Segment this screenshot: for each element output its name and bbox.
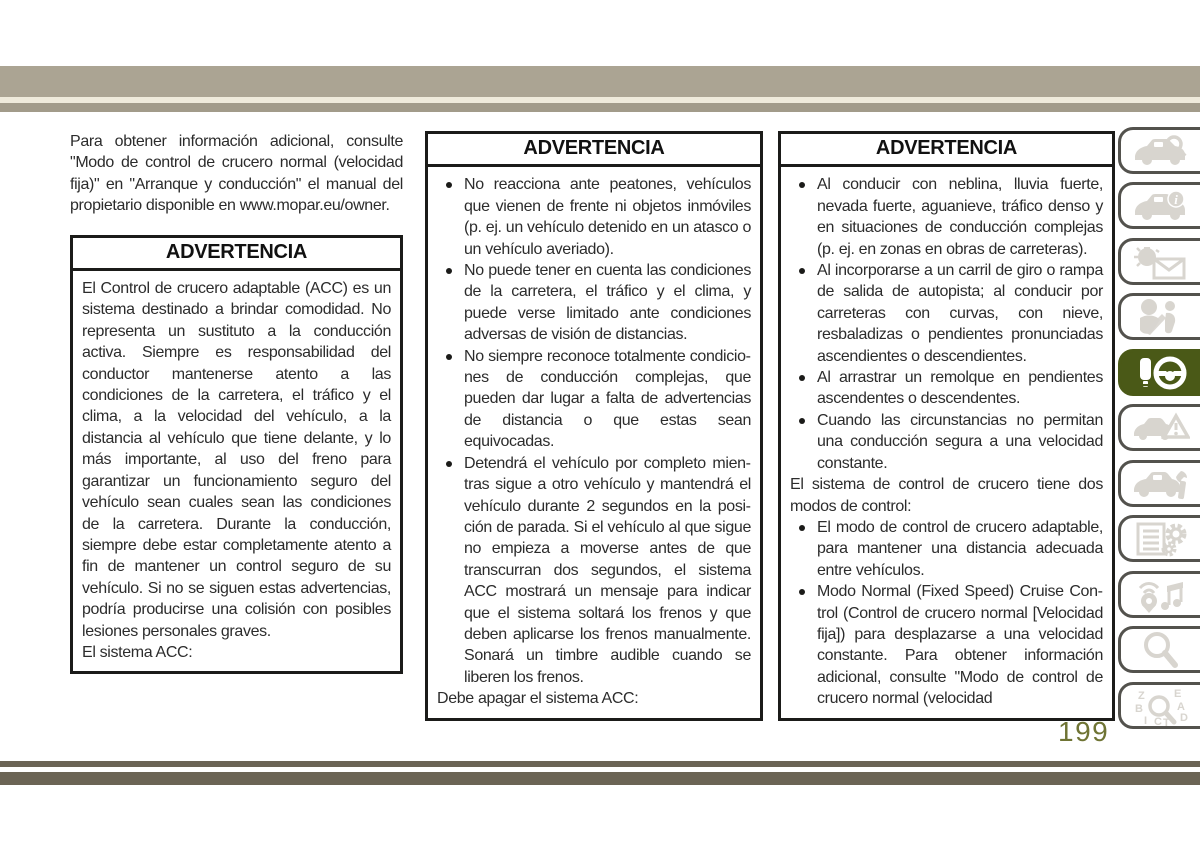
pin-music-icon [1132, 576, 1190, 614]
sidebar-tab-starting-operating[interactable] [1118, 349, 1200, 396]
warning-title: ADVERTENCIA [73, 238, 400, 271]
column-middle [425, 131, 763, 721]
bullet-item: No puede tener en cuenta las condiciones de la carretera, el tráfico y el clima, y puede verse limitado ante condiciones adversas de visión de distancias. [437, 260, 751, 346]
warning-title: ADVERTENCIA [781, 134, 1112, 167]
bullet-item: No reacciona ante peatones, vehículos que vienen de frente ni objetos inmóviles (p. ej. un vehículo detenido en un atasco o un vehículo averiado). [437, 174, 751, 260]
bullet-item: Al incorporarse a un carril de giro o rampa de salida de autopista; al conducir por carreteras con curvas, con nieve, resbaladizas o pendientes pronunciadas ascendientes o descendientes. [790, 260, 1103, 367]
svg-text:i: i [1174, 191, 1178, 207]
bullet-item: Cuando las circunstancias no permitan una conducción segura a una velocidad constante. [790, 410, 1103, 474]
bullet-item: Al arrastrar un remolque en pendientes ascendentes o descendentes. [790, 367, 1103, 410]
sidebar-tab-technical-data[interactable] [1118, 515, 1200, 562]
sidebar-tab-maintenance[interactable] [1118, 460, 1200, 507]
bullet-item: Detendrá el vehículo por completo mientras sigue a otro vehículo y mantendrá el vehículo durante 2 segundos en la posición de parada. Si el vehículo al que sigue no empieza a moverse antes de que transcurran dos segundos, el sistema ACC mostrará un mensaje para indicar que el sistema soltará los frenos y que deben aplicarse los frenos manualmente. Sonará un timbre audible cuando se liberen los frenos. [437, 453, 751, 688]
svg-text:E: E [1174, 687, 1182, 700]
occupant-seatbelt-icon [1132, 298, 1190, 336]
sidebar-tab-emergency[interactable] [1118, 404, 1200, 451]
bullet-item: Al conducir con neblina, lluvia fuerte, nevada fuerte, aguanieve, tráfico denso y en situaciones de conducción complejas (p. ej. en zonas en obras de carreteras). [790, 174, 1103, 260]
svg-text:C: C [1154, 715, 1162, 726]
warning-box-3 [778, 131, 1115, 721]
top-bar-khaki-thin [0, 103, 1200, 112]
letters-magnifier-icon [1132, 686, 1190, 726]
sidebar-tab-search[interactable] [1118, 626, 1200, 673]
bullet-item: No siempre reconoce totalmente condiciones de conducción complejas, que pueden dar lugar a falta de advertencias de distancia o que estas sean equivocadas. [437, 346, 751, 453]
warning-bullet-list [790, 174, 1103, 474]
sidebar-tab-instrument-panel[interactable] [1118, 182, 1200, 229]
bottom-bar-thin [0, 761, 1200, 767]
intro-paragraph: Para obtener información adicional, consulte "Modo de control de crucero normal (velocidad fija)" en "Arranque y conducción" el manual del propietario disponible en www.mopar.eu/owner. [70, 133, 403, 215]
svg-text:D: D [1180, 711, 1188, 724]
sidebar-tab-alphabetical-index[interactable] [1118, 682, 1200, 729]
svg-text:Z: Z [1138, 689, 1145, 702]
magnifier-icon [1132, 631, 1190, 669]
warning-footer-text: El sistema ACC: [82, 643, 193, 661]
key-steering-wheel-icon [1132, 354, 1190, 392]
warning-bullet-list-2 [790, 517, 1103, 710]
car-magnifier-icon [1132, 134, 1190, 168]
top-bar-khaki [0, 66, 1200, 97]
warning-box-2 [425, 131, 763, 721]
column-right [778, 131, 1115, 721]
warning-bullet-list [437, 174, 751, 688]
svg-text:I: I [1144, 714, 1148, 726]
warning-footer-text: Debe apagar el sistema ACC: [437, 690, 639, 708]
bullet-item: El modo de control de crucero adaptable, para mantener una distancia adecuada entre vehículos. [790, 517, 1103, 581]
bullet-item: Modo Normal (Fixed Speed) Cruise Control (Control de crucero normal [Velocidad fija]) para desplazarse a una velocidad constante. Para obtener información adicional, consulte "Modo de control de crucero normal (velocidad [790, 581, 1103, 709]
page-number: 199 [1058, 716, 1110, 747]
bulb-envelope-icon [1132, 244, 1190, 280]
sidebar-tab-safety[interactable] [1118, 293, 1200, 340]
warning-middle-text: El sistema de control de crucero tiene dos modos de control: [790, 476, 1103, 515]
sidebar-tab-vehicle-overview[interactable] [1118, 127, 1200, 174]
warning-title: ADVERTENCIA [428, 134, 760, 167]
warning-body-text: El Control de crucero adaptable (ACC) es un sistema destinado a brindar comodidad. No representa un sustituto a la conducción activa. Siempre es responsabilidad del conductor mantenerse atento a las condiciones de la carretera, el tráfico y el clima, a la velocidad del vehículo, a la distancia al vehículo que tiene delante, y lo más importante, al uso del freno para garantizar un funcionamiento seguro del vehículo sean cuales sean las condiciones de la carretera. Durante la conducción, siempre debe estar completamente atento a fin de mantener un control seguro de su vehículo. Si no se siguen estas advertencias, podría producirse una colisión con posibles lesiones personales graves. [82, 280, 391, 640]
document-gears-icon [1132, 520, 1190, 558]
svg-text:T: T [1163, 716, 1170, 726]
column-left [70, 131, 403, 674]
car-warning-triangle-icon [1132, 410, 1190, 446]
sidebar-tab-multimedia[interactable] [1118, 571, 1200, 618]
bottom-bar-thick [0, 772, 1200, 785]
svg-text:A: A [1177, 700, 1185, 713]
warning-box-1 [70, 235, 403, 675]
car-info-icon [1132, 189, 1190, 223]
svg-text:B: B [1135, 702, 1143, 715]
sidebar-tab-warning-lights[interactable] [1118, 238, 1200, 285]
car-wrench-icon [1132, 465, 1190, 503]
